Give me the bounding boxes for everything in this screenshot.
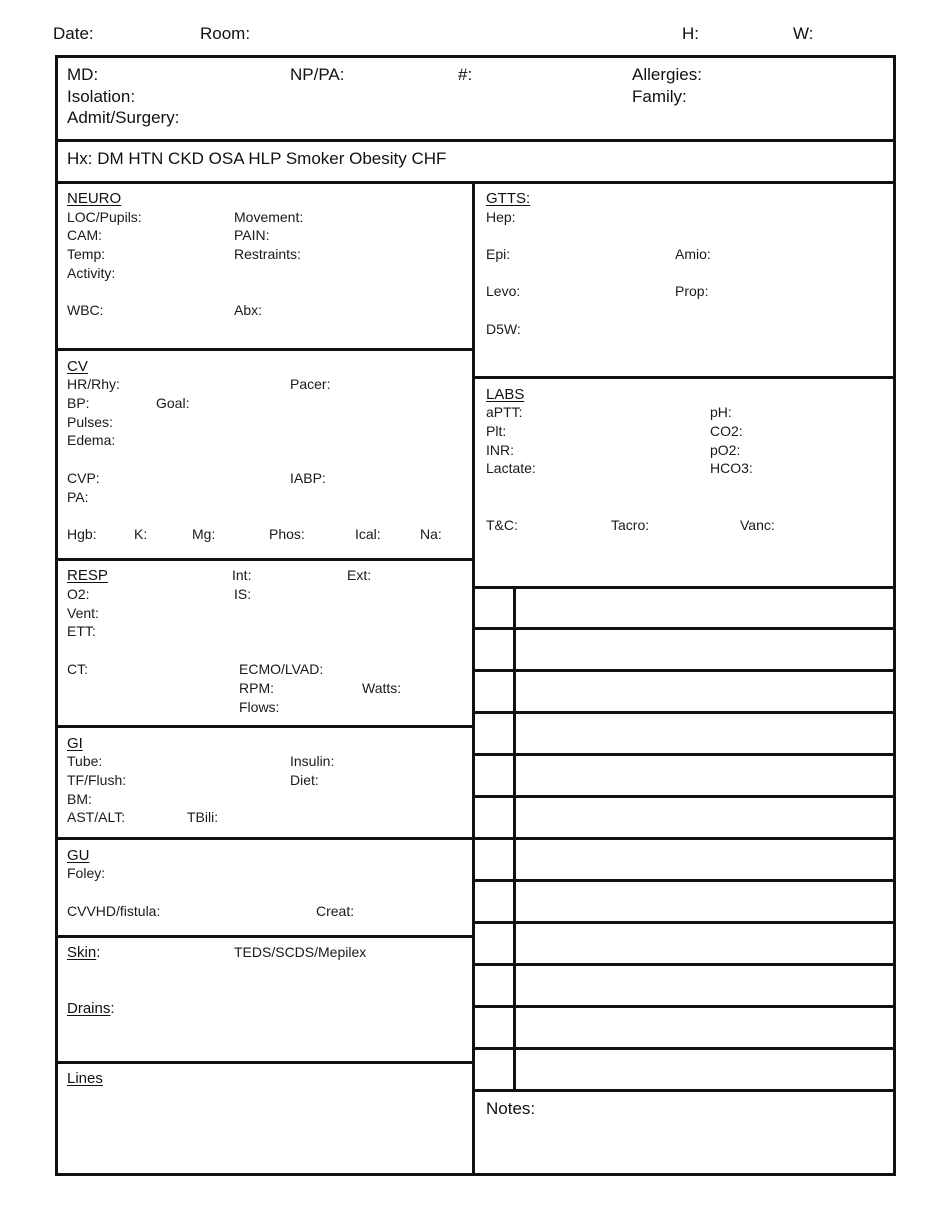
hgb-label: Hgb: bbox=[67, 526, 97, 542]
tacro-label: Tacro: bbox=[611, 517, 650, 533]
tbili-label: TBili: bbox=[187, 809, 219, 825]
notes-label: Notes: bbox=[486, 1099, 536, 1118]
temp-label: Temp: bbox=[67, 246, 106, 262]
wbc-label: WBC: bbox=[67, 302, 104, 318]
tube-label: Tube: bbox=[67, 753, 103, 769]
grid-row-line bbox=[472, 669, 896, 672]
divider-neuro bbox=[55, 348, 475, 351]
pager-number-label: #: bbox=[458, 65, 473, 84]
divider-hx bbox=[55, 181, 896, 184]
divider-center bbox=[472, 181, 475, 1176]
movement-label: Movement: bbox=[234, 209, 304, 225]
grid-row-line bbox=[472, 837, 896, 840]
np-pa-label: NP/PA: bbox=[290, 65, 345, 84]
activity-label: Activity: bbox=[67, 265, 116, 281]
vent-label: Vent: bbox=[67, 605, 99, 621]
ext-label: Ext: bbox=[347, 567, 372, 583]
teds-scds-mepilex-label: TEDS/SCDS/Mepilex bbox=[234, 944, 367, 960]
insulin-label: Insulin: bbox=[290, 753, 335, 769]
drains-title: Drains bbox=[67, 1000, 111, 1017]
type-and-cross-label: T&C: bbox=[486, 517, 518, 533]
skin-heading bbox=[67, 945, 100, 960]
vanc-label: Vanc: bbox=[740, 517, 775, 533]
weight-label: W: bbox=[793, 24, 814, 43]
po2-label: pO2: bbox=[710, 442, 741, 458]
foley-label: Foley: bbox=[67, 865, 106, 881]
prop-label: Prop: bbox=[675, 283, 709, 299]
phos-label: Phos: bbox=[269, 526, 305, 542]
grid-row-line bbox=[472, 627, 896, 630]
admit-surgery-label: Admit/Surgery: bbox=[67, 108, 180, 127]
grid-row-line bbox=[472, 1047, 896, 1050]
co2-label: CO2: bbox=[710, 423, 743, 439]
amio-label: Amio: bbox=[675, 246, 711, 262]
edema-label: Edema: bbox=[67, 432, 116, 448]
creat-label: Creat: bbox=[316, 903, 355, 919]
cvp-label: CVP: bbox=[67, 470, 100, 486]
date-label: Date: bbox=[53, 24, 94, 43]
divider-resp bbox=[55, 725, 475, 728]
room-label: Room: bbox=[200, 24, 251, 43]
int-label: Int: bbox=[232, 567, 252, 583]
gtts-heading: GTTS: bbox=[486, 190, 531, 207]
pulses-label: Pulses: bbox=[67, 414, 113, 430]
aptt-label: aPTT: bbox=[486, 404, 523, 420]
pacer-label: Pacer: bbox=[290, 376, 331, 392]
grid-row-line bbox=[472, 963, 896, 966]
sodium-label: Na: bbox=[420, 526, 442, 542]
o2-label: O2: bbox=[67, 586, 90, 602]
cv-heading: CV bbox=[67, 358, 88, 375]
skin-title: Skin bbox=[67, 944, 97, 961]
isolation-label: Isolation: bbox=[67, 87, 136, 106]
hep-label: Hep: bbox=[486, 209, 516, 225]
bm-label: BM: bbox=[67, 791, 92, 807]
lactate-label: Lactate: bbox=[486, 460, 536, 476]
iabp-label: IABP: bbox=[290, 470, 326, 486]
loc-pupils-label: LOC/Pupils: bbox=[67, 209, 142, 225]
divider-gtts bbox=[472, 376, 896, 379]
bp-label: BP: bbox=[67, 395, 90, 411]
divider-gu bbox=[55, 935, 475, 938]
grid-row-line bbox=[472, 879, 896, 882]
cam-label: CAM: bbox=[67, 227, 102, 243]
ct-label: CT: bbox=[67, 661, 88, 677]
diet-label: Diet: bbox=[290, 772, 319, 788]
epi-label: Epi: bbox=[486, 246, 511, 262]
ecmo-lvad-label: ECMO/LVAD: bbox=[239, 661, 324, 677]
ical-label: Ical: bbox=[355, 526, 381, 542]
hco3-label: HCO3: bbox=[710, 460, 753, 476]
is-label: IS: bbox=[234, 586, 252, 602]
d5w-label: D5W: bbox=[486, 321, 521, 337]
grid-row-line bbox=[472, 921, 896, 924]
potassium-label: K: bbox=[134, 526, 148, 542]
resp-heading: RESP bbox=[67, 567, 108, 584]
grid-row-line bbox=[472, 1089, 896, 1092]
gu-heading: GU bbox=[67, 847, 90, 864]
plt-label: Plt: bbox=[486, 423, 507, 439]
history-line: Hx: DM HTN CKD OSA HLP Smoker Obesity CHF bbox=[67, 149, 447, 168]
divider-skin bbox=[55, 1061, 475, 1064]
rpm-label: RPM: bbox=[239, 680, 274, 696]
bp-goal-label: Goal: bbox=[156, 395, 190, 411]
divider-cv bbox=[55, 558, 475, 561]
abx-label: Abx: bbox=[234, 302, 263, 318]
restraints-label: Restraints: bbox=[234, 246, 301, 262]
border-left bbox=[55, 55, 58, 1176]
magnesium-label: Mg: bbox=[192, 526, 216, 542]
gi-heading: GI bbox=[67, 735, 83, 752]
grid-row-line bbox=[472, 753, 896, 756]
family-label: Family: bbox=[632, 87, 687, 106]
skin-colon: : bbox=[96, 944, 101, 961]
divider-header bbox=[55, 139, 896, 142]
labs-heading: LABS bbox=[486, 386, 525, 403]
height-label: H: bbox=[682, 24, 699, 43]
neuro-heading: NEURO bbox=[67, 190, 122, 207]
lines-heading: Lines bbox=[67, 1070, 103, 1087]
drains-heading bbox=[67, 1001, 115, 1016]
grid-row-line bbox=[472, 795, 896, 798]
levo-label: Levo: bbox=[486, 283, 521, 299]
flows-label: Flows: bbox=[239, 699, 280, 715]
watts-label: Watts: bbox=[362, 680, 402, 696]
md-label: MD: bbox=[67, 65, 99, 84]
border-bottom bbox=[55, 1173, 896, 1176]
ast-alt-label: AST/ALT: bbox=[67, 809, 126, 825]
pain-label: PAIN: bbox=[234, 227, 270, 243]
drains-colon: : bbox=[110, 1000, 115, 1017]
hr-rhythm-label: HR/Rhy: bbox=[67, 376, 120, 392]
divider-labs bbox=[472, 586, 896, 589]
pa-label: PA: bbox=[67, 489, 89, 505]
tf-flush-label: TF/Flush: bbox=[67, 772, 127, 788]
ett-label: ETT: bbox=[67, 623, 96, 639]
grid-row-line bbox=[472, 711, 896, 714]
ph-label: pH: bbox=[710, 404, 732, 420]
inr-label: INR: bbox=[486, 442, 514, 458]
cvvhd-fistula-label: CVVHD/fistula: bbox=[67, 903, 161, 919]
grid-row-line bbox=[472, 1005, 896, 1008]
border-top bbox=[55, 55, 896, 58]
allergies-label: Allergies: bbox=[632, 65, 702, 84]
divider-gi bbox=[55, 837, 475, 840]
